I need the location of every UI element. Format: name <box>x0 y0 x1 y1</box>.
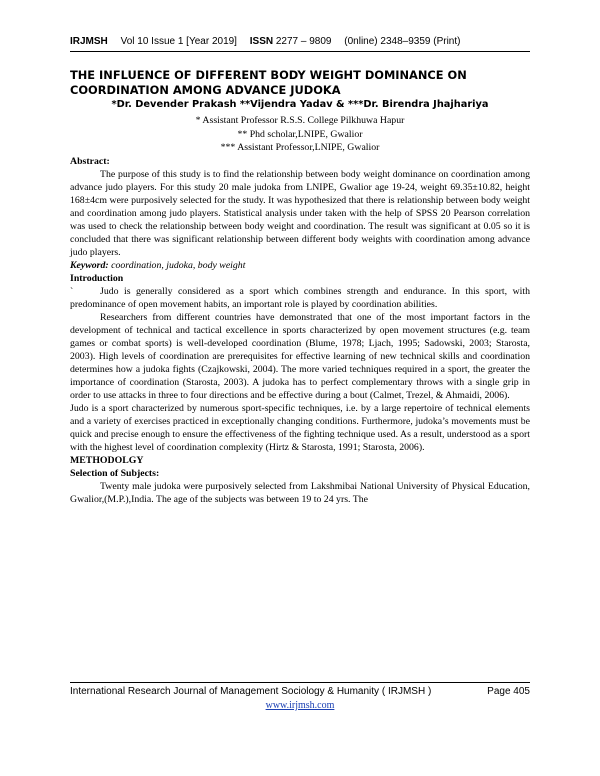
footer-journal-name: International Research Journal of Management Sociology & Humanity ( IRJMSH ) <box>70 686 432 697</box>
intro-paragraph-2: Researchers from different countries have demonstrated that one of the most important factors in the development of technical and tactical excellence in sports characterized by open movement structures (e.g. team games or combat sports) is well-developed coordination (Blume, 1978; Ljach, 1995; Sadowski, 2003; Starosta, 2003). High levels of coordination are prerequisites for effective learning of new technical skills and coordination determines how a judoka fights (Czajkowski, 2004). The more varied techniques required in a sport, the greater the importance of coordination (Starosta, 2003). A judoka has to perfect complementary throws with a single grip in order to use attacks in three to four directions and be effective during a bout (Calmet, Trezel, & Ahmaidi, 2006). <box>70 311 530 401</box>
issn-number: 2277 – 9809 <box>275 36 332 47</box>
keyword-label: Keyword: <box>70 259 109 271</box>
stray-backtick: ` <box>70 285 74 297</box>
intro-paragraph-1 <box>70 285 530 311</box>
footer-rule <box>70 682 530 683</box>
methodology-heading: METHODOLGY <box>70 454 144 466</box>
abstract-text: The purpose of this study is to find the relationship between body weight dominance on coordination among advance judo players. For this study 20 male judoka from LNIPE, Gwalior age 19-24, weight 69.35±10.82, height 168±4cm were purposively selected for the study. It was hypothesized that there is relationship between body weight and coordination among judo players. Statistical analysis under taken with the help of SPSS 20 Pearson correlation was used to check the relationship between body weight and coordination. The result was significant at 0.05 so it is concluded that there was significant relationship between different body weights with coordination among advance judo players. <box>70 168 530 258</box>
abstract-heading: Abstract: <box>70 155 110 167</box>
issn-label: ISSN <box>249 36 274 47</box>
keyword-text: coordination, judoka, body weight <box>111 259 246 271</box>
running-footer <box>70 686 530 697</box>
journal-abbrev: IRJMSH <box>70 36 108 47</box>
keywords <box>70 259 530 272</box>
issn-online: (0nline) 2348–9359 (Print) <box>344 36 461 47</box>
header-rule <box>70 51 530 52</box>
affiliation-3: *** Assistant Professor,LNIPE, Gwalior <box>220 142 380 153</box>
selection-subheading: Selection of Subjects: <box>70 467 160 479</box>
paper-title-line2: COORDINATION AMONG ADVANCE JUDOKA <box>70 82 341 97</box>
paper-title-line1: THE INFLUENCE OF DIFFERENT BODY WEIGHT DOMINANCE ON <box>70 68 467 82</box>
methodology-text: Twenty male judoka were purposively selected from Lakshmibai National University of Physical Education, Gwalior,(M.P.),India. The age of the subjects was between 19 to 24 yrs. The <box>70 480 530 505</box>
running-header <box>70 36 530 47</box>
page-number: Page 405 <box>487 686 530 697</box>
author-list: *Dr. Devender Prakash **Vijendra Yadav & ***Dr. Birendra Jhajhariya <box>111 99 489 110</box>
intro-paragraph-1-text: Judo is generally considered as a sport which combines strength and endurance. In this sport, with predominance of open movement habits, an important role is played by coordination abilities. <box>70 285 530 310</box>
article-body <box>70 68 530 506</box>
intro-paragraph-3: Judo is a sport characterized by numerous sport-specific techniques, i.e. by a large repertoire of technical elements and a variety of exercises practiced in exceptionally changing conditions. Furthermore, judoka’s movements must be quick and precise enough to ensure the effectiveness of the fighting technique used. As a result, understood as a sport with the highest level of coordination complexity (Hirtz & Starosta, 1991; Starosta, 2006). <box>70 402 530 453</box>
volume-info: Vol 10 Issue 1 [Year 2019] <box>120 36 237 47</box>
journal-url-link[interactable]: www.irjmsh.com <box>265 700 335 711</box>
introduction-heading: Introduction <box>70 272 124 284</box>
affiliation-2: ** Phd scholar,LNIPE, Gwalior <box>237 128 363 140</box>
affiliation-1: * Assistant Professor R.S.S. College Pilkhuwa Hapur <box>195 115 405 126</box>
